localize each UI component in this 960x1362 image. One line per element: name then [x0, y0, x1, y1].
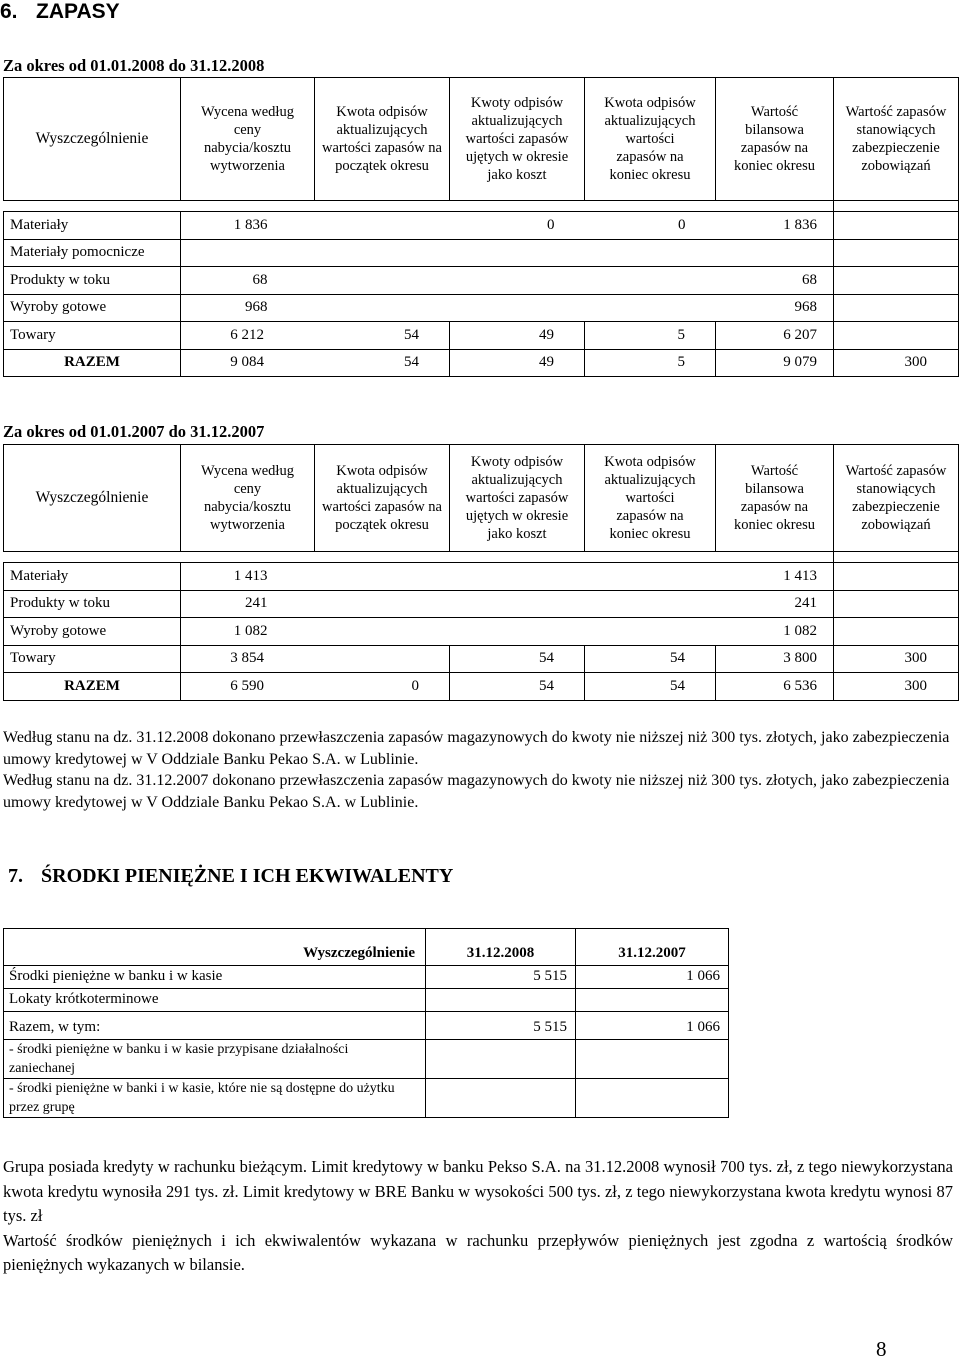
cell-value: 1 413	[716, 563, 834, 591]
row-label: Materiały	[4, 212, 181, 240]
cash-header-row	[4, 929, 729, 966]
cell-value: 1 082	[716, 618, 834, 646]
cell-value: 300	[834, 673, 959, 701]
cell-value: 5 515	[426, 966, 576, 989]
section-7-number: 7.	[8, 865, 23, 887]
header-wyszczegolnienie: Wyszczególnienie	[4, 78, 181, 201]
cell-value	[834, 618, 959, 646]
table-row	[4, 322, 959, 350]
header-odpisy-poczatek: Kwota odpisów aktualizujących wartości zapasów na początek okresu	[315, 78, 450, 201]
table-row	[4, 212, 959, 240]
section-7-title: ŚRODKI PIENIĘŻNE I ICH EKWIWALENTY	[41, 865, 454, 887]
cell-value	[426, 989, 576, 1012]
table-row	[4, 966, 729, 989]
cell-value: 54	[585, 645, 716, 673]
cell-value: 0	[411, 677, 419, 694]
table-row	[4, 294, 959, 322]
section-7-notes	[3, 1155, 953, 1278]
cell-value	[834, 563, 959, 591]
cell-value: 6 536	[716, 673, 834, 701]
cell-value: 68	[181, 267, 450, 295]
section-6-title: ZAPASY	[36, 0, 120, 23]
cell-value	[585, 294, 716, 322]
cell-value	[834, 590, 959, 618]
cell-value	[834, 267, 959, 295]
cell-value: 5	[585, 322, 716, 350]
header-wyszczegolnienie: Wyszczególnienie	[4, 445, 181, 552]
cell-value: 6 212	[230, 326, 264, 343]
section-7-heading	[8, 865, 453, 888]
cell-value: 5	[585, 349, 716, 377]
cash-header-2007: 31.12.2007	[576, 929, 729, 966]
section-6-number: 6.	[0, 0, 18, 23]
table-row	[4, 267, 959, 295]
cell-value	[585, 563, 716, 591]
header-odpisy-koszt: Kwoty odpisów aktualizujących wartości zapasów ujętych w okresie jako koszt	[450, 78, 585, 201]
cell-value	[585, 618, 716, 646]
row-label: Razem, w tym:	[4, 1012, 426, 1040]
header-wartosc-bilansowa: Wartość bilansowa zapasów na koniec okresu	[716, 445, 834, 552]
cell-value: 300	[834, 349, 959, 377]
cell-value	[834, 322, 959, 350]
table-row-total	[4, 349, 959, 377]
row-label: Materiały	[4, 563, 181, 591]
period-2007-label: Za okres od 01.01.2007 do 31.12.2007	[3, 422, 265, 441]
table-row	[4, 1079, 729, 1118]
cell-value	[576, 1040, 729, 1079]
header-odpisy-koniec: Kwota odpisów aktualizujących wartości zapasów na koniec okresu	[585, 78, 716, 201]
header-zabezpieczenie: Wartość zapasów stanowiących zabezpieczenie zobowiązań	[834, 445, 959, 552]
table-row	[4, 1012, 729, 1040]
cell-value: 54	[585, 673, 716, 701]
row-label: Towary	[4, 645, 181, 673]
cell-value	[834, 239, 959, 267]
cell-value: 54	[404, 326, 419, 343]
row-label: Towary	[4, 322, 181, 350]
table-row	[4, 239, 959, 267]
cell-value	[181, 239, 450, 267]
cell-value	[450, 618, 585, 646]
cell-value: 9 079	[716, 349, 834, 377]
row-label: RAZEM	[4, 349, 181, 377]
cell-value	[450, 267, 585, 295]
cell-value: 49	[450, 349, 585, 377]
cell-value: 6 207	[716, 322, 834, 350]
table-row	[4, 1040, 729, 1079]
cell-value	[450, 563, 585, 591]
row-label: - środki pieniężne w banki i w kasie, które nie są dostępne do użytku przez grupę	[4, 1079, 426, 1118]
note-paragraph: Grupa posiada kredyty w rachunku bieżącym. Limit kredytowy w banku Pekso S.A. na 31.12.2008 wynosił 700 tys. zł, z tego niewykorzystana kwota kredytu wynosiła 291 tys. zł. Limit kredytowy w BRE Banku w wysokości 500 tys. zł, z tego niewykorzystana kwota kredytu wynosi 87 tys. zł	[3, 1157, 953, 1225]
cell-value: 0	[585, 212, 716, 240]
inventory-table-2008	[3, 77, 959, 377]
header-wycena: Wycena według ceny nabycia/kosztu wytworzenia	[181, 445, 315, 552]
cell-value: 6 590	[230, 677, 264, 694]
cell-value	[450, 239, 585, 267]
cell-value: 3 854	[230, 650, 264, 667]
cash-header-label: Wyszczególnienie	[4, 929, 426, 966]
section-6-notes	[3, 727, 953, 813]
cell-value: 49	[450, 322, 585, 350]
table-row	[4, 645, 959, 673]
cell-value: 54	[450, 673, 585, 701]
period-2008-label: Za okres od 01.01.2008 do 31.12.2008	[3, 56, 265, 75]
note-paragraph: Według stanu na dz. 31.12.2007 dokonano przewłaszczenia zapasów magazynowych do kwoty nie niższej niż 300 tys. złotych, jako zabezpieczenia umowy kredytowej w V Oddziale Banku Pekao S.A. w Lublinie.	[3, 772, 950, 811]
table-row	[4, 618, 959, 646]
row-label: Wyroby gotowe	[4, 294, 181, 322]
cell-value: 9 084	[230, 354, 264, 371]
cell-value	[450, 294, 585, 322]
row-label: - środki pieniężne w banku i w kasie przypisane działalności zaniechanej	[4, 1040, 426, 1079]
row-label: RAZEM	[4, 673, 181, 701]
header-wartosc-bilansowa: Wartość bilansowa zapasów na koniec okresu	[716, 78, 834, 201]
cell-value	[426, 1040, 576, 1079]
cell-value: 241	[716, 590, 834, 618]
note-paragraph: Według stanu na dz. 31.12.2008 dokonano przewłaszczenia zapasów magazynowych do kwoty nie niższej niż 300 tys. złotych, jako zabezpieczenia umowy kredytowej w V Oddziale Banku Pekao S.A. w Lublinie.	[3, 729, 950, 768]
cell-value: 5 515	[426, 1012, 576, 1040]
cell-value: 1 082	[181, 618, 450, 646]
cell-value	[716, 239, 834, 267]
header-odpisy-koszt: Kwoty odpisów aktualizujących wartości zapasów ujętych w okresie jako koszt	[450, 445, 585, 552]
cell-value: 1 836	[716, 212, 834, 240]
cell-value: 54	[450, 645, 585, 673]
cell-value: 241	[181, 590, 450, 618]
cell-value	[576, 1079, 729, 1118]
table-header-row	[4, 445, 959, 552]
header-odpisy-poczatek: Kwota odpisów aktualizujących wartości zapasów na początek okresu	[315, 445, 450, 552]
cash-table	[3, 928, 729, 1118]
cell-value: 1 836	[181, 212, 450, 240]
page-number: 8	[876, 1337, 887, 1361]
table-row	[4, 590, 959, 618]
section-6-heading	[0, 0, 120, 24]
header-odpisy-koniec: Kwota odpisów aktualizujących wartości zapasów na koniec okresu	[585, 445, 716, 552]
inventory-table-2007	[3, 444, 959, 701]
cell-value: 0	[450, 212, 585, 240]
header-wycena: Wycena według ceny nabycia/kosztu wytworzenia	[181, 78, 315, 201]
table-row	[4, 563, 959, 591]
cell-value	[585, 267, 716, 295]
cell-value: 68	[716, 267, 834, 295]
row-label: Wyroby gotowe	[4, 618, 181, 646]
row-label: Materiały pomocnicze	[4, 239, 181, 267]
cell-value: 300	[834, 645, 959, 673]
cell-value	[450, 590, 585, 618]
row-label: Środki pieniężne w banku i w kasie	[4, 966, 426, 989]
cell-value	[585, 590, 716, 618]
cash-header-2008: 31.12.2008	[426, 929, 576, 966]
table-row	[4, 989, 729, 1012]
cell-value	[576, 989, 729, 1012]
table-row-total	[4, 673, 959, 701]
cell-value: 968	[716, 294, 834, 322]
cell-value	[426, 1079, 576, 1118]
note-paragraph: Wartość środków pieniężnych i ich ekwiwalentów wykazana w rachunku przepływów pieniężnych jest zgodna z wartością środków pieniężnych wykazanych w bilansie.	[3, 1230, 953, 1274]
cell-value: 1 066	[576, 1012, 729, 1040]
cell-value: 1 413	[181, 563, 450, 591]
cell-value	[834, 212, 959, 240]
row-label: Produkty w toku	[4, 590, 181, 618]
cell-value: 968	[181, 294, 450, 322]
cell-value: 54	[404, 354, 419, 371]
cell-value: 3 800	[716, 645, 834, 673]
row-label: Lokaty krótkoterminowe	[4, 989, 426, 1012]
cell-value	[834, 294, 959, 322]
cell-value: 1 066	[576, 966, 729, 989]
table-header-row	[4, 78, 959, 201]
cell-value	[585, 239, 716, 267]
header-zabezpieczenie: Wartość zapasów stanowiących zabezpieczenie zobowiązań	[834, 78, 959, 201]
row-label: Produkty w toku	[4, 267, 181, 295]
